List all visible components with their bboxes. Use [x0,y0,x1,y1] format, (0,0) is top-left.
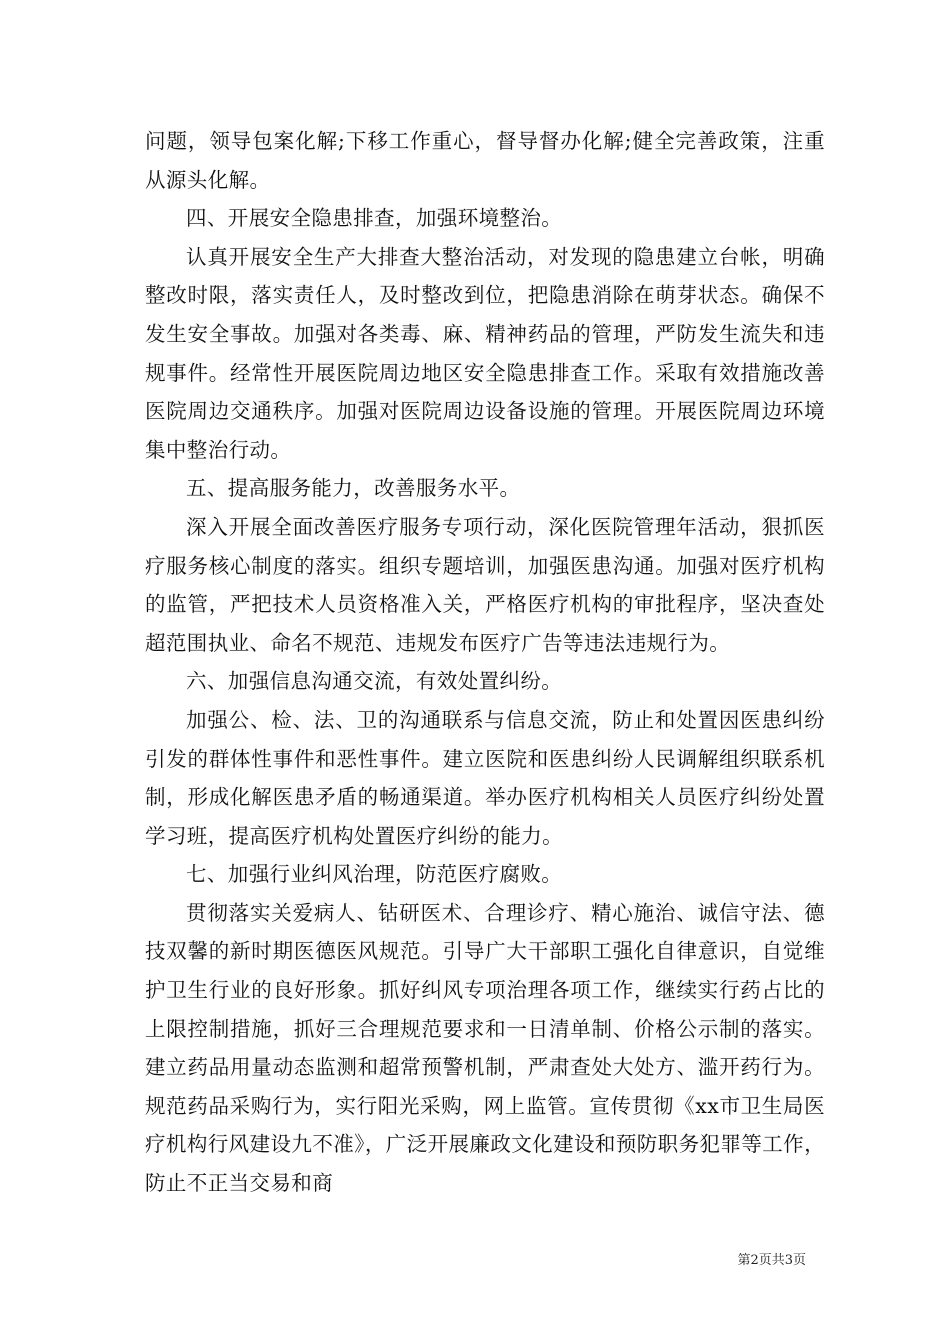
paragraph-governance: 贯彻落实关爱病人、钻研医术、合理诊疗、精心施治、诚信守法、德技双馨的新时期医德医风规范。引导广大干部职工强化自律意识，自觉维护卫生行业的良好形象。抓好纠风专项治理各项工作，继续实行药占比的上限控制措施，抓好三合理规范要求和一日清单制、价格公示制的落实。建立药品用量动态监测和超常预警机制，严肃查处大处方、滥开药行为。规范药品采购行为，实行阳光采购，网上监管。宣传贯彻《xx市卫生局医疗机构行风建设九不准》，广泛开展廉政文化建设和预防职务犯罪等工作，防止不正当交易和商 [145,900,825,1196]
section-heading-4: 四、开展安全隐患排查，加强环境整治。 [186,206,563,231]
paragraph-service: 深入开展全面改善医疗服务专项行动，深化医院管理年活动，狠抓医疗服务核心制度的落实。组织专题培训，加强医患沟通。加强对医疗机构的监管，严把技术人员资格准入关，严格医疗机构的审批程序，坚决查处超范围执业、命名不规范、违规发布医疗广告等违法违规行为。 [145,514,825,655]
document-body [145,122,825,1203]
paragraph-communication: 加强公、检、法、卫的沟通联系与信息交流，防止和处置因医患纠纷引发的群体性事件和恶性事件。建立医院和医患纠纷人民调解组织联系机制，形成化解医患矛盾的畅通渠道。举办医疗机构相关人员医疗纠纷处置学习班，提高医疗机构处置医疗纠纷的能力。 [145,707,825,848]
section-heading-6: 六、加强信息沟通交流，有效处置纠纷。 [186,669,563,694]
page-number: 第2页共3页 [737,1253,806,1268]
section-heading-5: 五、提高服务能力，改善服务水平。 [186,476,521,501]
paragraph-continuation: 问题，领导包案化解;下移工作重心，督导督办化解;健全完善政策，注重从源头化解。 [145,129,825,192]
paragraph-safety: 认真开展安全生产大排查大整治活动，对发现的隐患建立台帐，明确整改时限，落实责任人，及时整改到位，把隐患消除在萌芽状态。确保不发生安全事故。加强对各类毒、麻、精神药品的管理，严防发生流失和违规事件。经常性开展医院周边地区安全隐患排查工作。采取有效措施改善医院周边交通秩序。加强对医院周边设备设施的管理。开展医院周边环境集中整治行动。 [145,244,825,462]
section-heading-7: 七、加强行业纠风治理，防范医疗腐败。 [186,862,563,887]
